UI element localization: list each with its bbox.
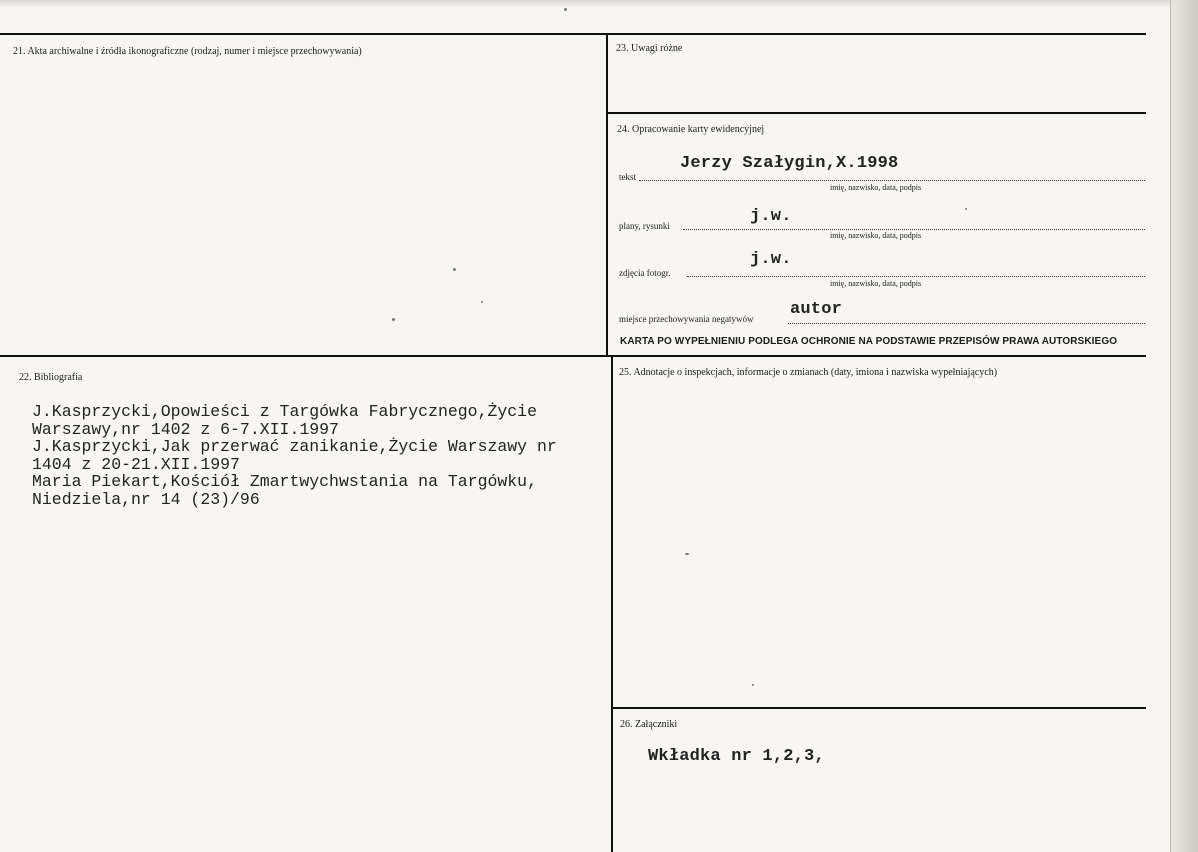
copyright-notice: KARTA PO WYPEŁNIENIU PODLEGA OCHRONIE NA PODSTAWIE PRZEPISÓW PRAWA AUTORSKIEGO	[620, 336, 1118, 347]
paper-speck	[685, 553, 689, 555]
photos-row-label: zdjęcia fotogr.	[619, 268, 671, 278]
bibliography-line: J.Kasprzycki,Opowieści z Targówka Fabrycznego,Życie	[32, 402, 537, 421]
section-25-bottom-line	[611, 707, 1146, 709]
photos-row-dotted-line	[687, 276, 1145, 277]
section-26-label: 26. Załączniki	[620, 719, 678, 730]
bibliography-line: Warszawy,nr 1402 z 6-7.XII.1997	[32, 419, 339, 439]
card-right-edge	[1170, 0, 1198, 852]
section-21-label: 21. Akta archiwalne i źródła ikonograficzne (rodzaj, numer i miejsce przechowywania)	[13, 46, 362, 57]
center-divider-line-lower	[611, 356, 613, 852]
card-top-edge	[0, 0, 1198, 8]
photos-value: j.w.	[750, 250, 792, 269]
section-23-label: 23. Uwagi różne	[616, 43, 683, 54]
paper-speck	[752, 684, 754, 686]
mid-horizontal-line	[0, 355, 1146, 357]
section-23-bottom-line	[606, 112, 1146, 114]
bibliography-line: 1404 z 20-21.XII.1997	[32, 454, 240, 474]
center-divider-line	[606, 33, 608, 356]
plans-row-label: plany, rysunki	[619, 221, 670, 231]
bibliography-line: J.Kasprzycki,Jak przerwać zanikanie,Życie Warszawy nr	[32, 437, 557, 456]
section-24-label: 24. Opracowanie karty ewidencyjnej	[617, 124, 765, 135]
plans-value: j.w.	[750, 207, 792, 226]
bibliography-line: Maria Piekart,Kościół Zmartwychwstania na Targówku,	[32, 472, 537, 491]
text-row-caption: imię, nazwisko, data, podpis	[830, 183, 922, 192]
negatives-value: autor	[790, 300, 843, 319]
section-22-label: 22. Bibliografia	[19, 372, 83, 383]
photos-row-caption: imię, nazwisko, data, podpis	[830, 279, 922, 288]
text-row-label: tekst	[619, 172, 636, 182]
paper-speck	[965, 208, 967, 210]
paper-speck	[392, 318, 395, 321]
attachments-value: Wkładka nr 1,2,3,	[648, 747, 825, 766]
text-author-value: Jerzy Szałygin,X.1998	[680, 154, 899, 173]
plans-row-caption: imię, nazwisko, data, podpis	[830, 231, 922, 240]
top-border-line	[0, 33, 1146, 35]
text-row-dotted-line	[639, 180, 1145, 181]
negatives-row-label: miejsce przechowywania negatywów	[619, 314, 754, 324]
paper-speck	[453, 268, 456, 271]
negatives-row-dotted-line	[788, 323, 1145, 324]
plans-row-dotted-line	[683, 229, 1145, 230]
paper-speck	[564, 8, 567, 11]
section-25-label: 25. Adnotacje o inspekcjach, informacje o zmianach (daty, imiona i nazwiska wypełniających)	[619, 367, 998, 378]
bibliography-line: Niedziela,nr 14 (23)/96	[32, 489, 260, 509]
paper-speck	[481, 301, 483, 303]
bibliography-list	[32, 403, 557, 508]
